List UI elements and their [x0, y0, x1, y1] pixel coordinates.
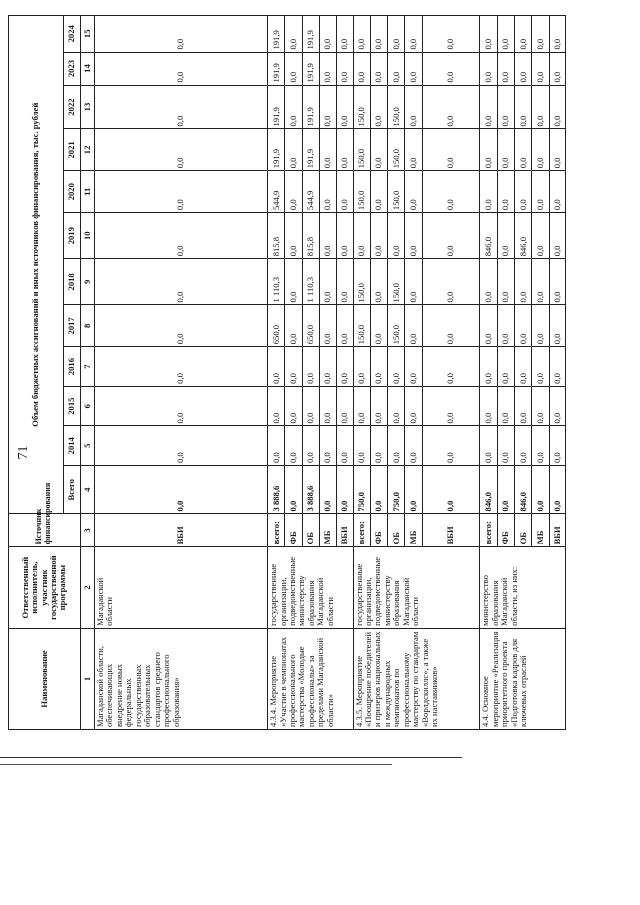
year-value: 0,0	[405, 85, 422, 129]
funding-total: 3 888,6	[268, 466, 285, 514]
year-value: 0,0	[94, 213, 267, 259]
funding-total: 750,0	[353, 466, 370, 514]
funding-source: ОБ	[515, 514, 532, 547]
year-value: 150,0	[388, 171, 405, 213]
year-value: 150,0	[353, 129, 370, 171]
year-value: 0,0	[549, 16, 565, 53]
year-value: 150,0	[353, 85, 370, 129]
year-value: 544,9	[302, 171, 319, 213]
header-source: Источник финансирования	[9, 514, 81, 547]
year-value: 0,0	[405, 213, 422, 259]
measure-name: 4.3.4. Мероприятие «Участие в чемпионатах профессионального мастерства «Молодые профессионалы» за пределами Магаданской области»	[268, 628, 353, 729]
header-year: 2017	[64, 305, 80, 347]
header-year: 2014	[64, 426, 80, 466]
column-number: 2	[80, 547, 94, 628]
year-value: 0,0	[480, 386, 497, 426]
year-value: 0,0	[497, 386, 514, 426]
year-value: 0,0	[370, 305, 387, 347]
year-value: 0,0	[353, 426, 370, 466]
column-number: 14	[80, 52, 94, 85]
year-value: 191,9	[268, 129, 285, 171]
year-value: 0,0	[532, 305, 549, 347]
year-value: 0,0	[94, 259, 267, 305]
funding-source: всего:	[480, 514, 497, 547]
header-funding: Объем бюджетных ассигнований и иных источников финансирования, тыс. рублей	[9, 16, 64, 514]
year-value: 0,0	[515, 259, 532, 305]
year-value: 0,0	[515, 426, 532, 466]
year-value: 0,0	[515, 129, 532, 171]
year-value: 0,0	[370, 171, 387, 213]
year-value: 544,9	[268, 171, 285, 213]
year-value: 0,0	[388, 213, 405, 259]
funding-total: 846,0	[515, 466, 532, 514]
measure-executor: министерство образования Магаданской области, из них:	[480, 547, 566, 628]
year-value: 0,0	[370, 16, 387, 53]
year-value: 0,0	[422, 259, 480, 305]
year-value: 0,0	[405, 16, 422, 53]
table-row	[480, 16, 497, 730]
year-value: 0,0	[285, 259, 302, 305]
year-value: 0,0	[405, 52, 422, 85]
year-value: 0,0	[320, 426, 337, 466]
year-value: 0,0	[94, 85, 267, 129]
year-value: 150,0	[353, 171, 370, 213]
header-year: 2021	[64, 129, 80, 171]
year-value: 0,0	[285, 52, 302, 85]
year-value: 0,0	[405, 386, 422, 426]
column-number: 5	[80, 426, 94, 466]
budget-table	[8, 15, 566, 730]
year-value: 0,0	[285, 16, 302, 53]
year-value: 0,0	[388, 52, 405, 85]
year-value: 0,0	[549, 52, 565, 85]
year-value: 0,0	[285, 347, 302, 387]
year-value: 0,0	[405, 259, 422, 305]
funding-source: ФБ	[285, 514, 302, 547]
year-value: 0,0	[337, 259, 353, 305]
year-value: 0,0	[497, 213, 514, 259]
header-row-1	[9, 16, 64, 730]
year-value: 0,0	[497, 129, 514, 171]
year-value: 650,0	[268, 305, 285, 347]
funding-source: всего:	[353, 514, 370, 547]
year-value: 0,0	[480, 129, 497, 171]
column-number-row	[80, 16, 94, 730]
measure-name: Магаданской области, обеспечивающих внедрение новых федеральных государственных образовательных стандартов среднего профессионального образования»	[94, 628, 267, 729]
year-value: 0,0	[320, 52, 337, 85]
year-value: 846,0	[480, 213, 497, 259]
year-value: 0,0	[422, 171, 480, 213]
year-value: 0,0	[337, 85, 353, 129]
year-value: 0,0	[268, 347, 285, 387]
year-value: 0,0	[337, 426, 353, 466]
year-value: 0,0	[532, 426, 549, 466]
year-value: 0,0	[532, 171, 549, 213]
year-value: 0,0	[370, 347, 387, 387]
year-value: 0,0	[480, 52, 497, 85]
year-value: 0,0	[422, 213, 480, 259]
year-value: 0,0	[94, 171, 267, 213]
year-value: 0,0	[515, 171, 532, 213]
year-value: 0,0	[532, 52, 549, 85]
table-row	[353, 16, 370, 730]
year-value: 0,0	[320, 347, 337, 387]
column-number: 1	[80, 628, 94, 729]
year-value: 0,0	[337, 213, 353, 259]
year-value: 846,0	[515, 213, 532, 259]
year-value: 0,0	[320, 305, 337, 347]
year-value: 0,0	[532, 259, 549, 305]
year-value: 0,0	[422, 16, 480, 53]
funding-total: 0,0	[497, 466, 514, 514]
year-value: 0,0	[515, 386, 532, 426]
column-number: 4	[80, 466, 94, 514]
funding-total: 0,0	[370, 466, 387, 514]
year-value: 0,0	[320, 386, 337, 426]
funding-total: 0,0	[549, 466, 565, 514]
year-value: 0,0	[405, 426, 422, 466]
year-value: 0,0	[320, 171, 337, 213]
year-value: 0,0	[388, 16, 405, 53]
year-value: 0,0	[405, 129, 422, 171]
funding-total: 846,0	[480, 466, 497, 514]
table-row	[268, 16, 285, 730]
column-number: 6	[80, 386, 94, 426]
funding-source: ОБ	[302, 514, 319, 547]
year-value: 0,0	[302, 347, 319, 387]
year-value: 0,0	[549, 259, 565, 305]
funding-total: 0,0	[532, 466, 549, 514]
column-number: 8	[80, 305, 94, 347]
year-value: 0,0	[320, 85, 337, 129]
funding-total: 0,0	[405, 466, 422, 514]
year-value: 0,0	[337, 129, 353, 171]
year-value: 0,0	[370, 213, 387, 259]
year-value: 0,0	[515, 85, 532, 129]
measure-name: 4.3.5. Мероприятие «Поощрение победителей и призеров национальных и международных чемпионатов по профессиональному мастерству по стандартам «Ворлдскиллс», а также их наставников»	[353, 628, 480, 729]
funding-source: ФБ	[497, 514, 514, 547]
column-number: 13	[80, 85, 94, 129]
column-number: 11	[80, 171, 94, 213]
page-number: 71	[16, 445, 31, 460]
year-value: 0,0	[480, 259, 497, 305]
funding-total: 0,0	[337, 466, 353, 514]
year-value: 191,9	[302, 85, 319, 129]
year-value: 150,0	[353, 259, 370, 305]
year-value: 0,0	[370, 426, 387, 466]
year-value: 0,0	[515, 305, 532, 347]
column-number: 9	[80, 259, 94, 305]
funding-source: МБ	[405, 514, 422, 547]
funding-total: 3 888,6	[302, 466, 319, 514]
year-value: 0,0	[422, 52, 480, 85]
year-value: 0,0	[94, 52, 267, 85]
year-value: 0,0	[480, 171, 497, 213]
year-value: 0,0	[515, 52, 532, 85]
funding-source: ФБ	[370, 514, 387, 547]
year-value: 191,9	[268, 52, 285, 85]
year-value: 0,0	[337, 386, 353, 426]
year-value: 0,0	[497, 16, 514, 53]
year-value: 0,0	[480, 85, 497, 129]
year-value: 0,0	[94, 386, 267, 426]
budget-table-wrapper	[8, 15, 566, 730]
year-value: 0,0	[320, 213, 337, 259]
year-value: 0,0	[405, 171, 422, 213]
funding-source: ВБИ	[549, 514, 565, 547]
year-value: 0,0	[549, 171, 565, 213]
header-name: Наименование	[9, 628, 81, 729]
year-value: 0,0	[370, 259, 387, 305]
year-value: 0,0	[532, 85, 549, 129]
year-value: 815,8	[302, 213, 319, 259]
funding-total: 0,0	[285, 466, 302, 514]
year-value: 0,0	[353, 386, 370, 426]
funding-source: ОБ	[388, 514, 405, 547]
header-year: 2020	[64, 171, 80, 213]
year-value: 0,0	[285, 129, 302, 171]
header-year: 2023	[64, 52, 80, 85]
year-value: 0,0	[94, 426, 267, 466]
year-value: 0,0	[285, 213, 302, 259]
year-value: 0,0	[94, 305, 267, 347]
year-value: 150,0	[388, 129, 405, 171]
year-value: 0,0	[422, 305, 480, 347]
header-year: 2015	[64, 386, 80, 426]
year-value: 0,0	[285, 386, 302, 426]
year-value: 0,0	[532, 386, 549, 426]
funding-total: 0,0	[422, 466, 480, 514]
measure-executor: государственные организации, подведомственные министерству образования Магаданской области	[268, 547, 353, 628]
funding-source: МБ	[532, 514, 549, 547]
year-value: 0,0	[532, 16, 549, 53]
year-value: 0,0	[337, 171, 353, 213]
year-value: 0,0	[549, 305, 565, 347]
year-value: 0,0	[285, 305, 302, 347]
column-number: 15	[80, 16, 94, 53]
year-value: 0,0	[549, 213, 565, 259]
year-value: 1 110,3	[268, 259, 285, 305]
year-value: 0,0	[497, 347, 514, 387]
year-value: 0,0	[337, 347, 353, 387]
year-value: 0,0	[549, 129, 565, 171]
year-value: 150,0	[353, 305, 370, 347]
year-value: 0,0	[497, 171, 514, 213]
year-value: 0,0	[480, 426, 497, 466]
year-value: 0,0	[480, 347, 497, 387]
funding-total: 0,0	[320, 466, 337, 514]
year-value: 191,9	[268, 16, 285, 53]
funding-total: 750,0	[388, 466, 405, 514]
year-value: 0,0	[285, 85, 302, 129]
year-value: 0,0	[94, 16, 267, 53]
measure-name: 4.4. Основное мероприятие «Реализация приоритетного проекта «Подготовка кадров для ключевых отраслей	[480, 628, 566, 729]
year-value: 0,0	[320, 16, 337, 53]
year-value: 0,0	[405, 347, 422, 387]
year-value: 0,0	[353, 347, 370, 387]
year-value: 0,0	[497, 52, 514, 85]
year-value: 0,0	[497, 259, 514, 305]
year-value: 191,9	[268, 85, 285, 129]
funding-total: 0,0	[94, 466, 267, 514]
year-value: 0,0	[268, 386, 285, 426]
year-value: 0,0	[320, 259, 337, 305]
year-value: 815,8	[268, 213, 285, 259]
year-value: 0,0	[422, 85, 480, 129]
funding-source: ВБИ	[337, 514, 353, 547]
year-value: 0,0	[388, 426, 405, 466]
horizontal-rule	[0, 757, 462, 758]
table-row	[94, 16, 267, 730]
year-value: 0,0	[515, 347, 532, 387]
header-year: 2016	[64, 347, 80, 387]
year-value: 0,0	[549, 85, 565, 129]
year-value: 0,0	[549, 426, 565, 466]
year-value: 0,0	[388, 386, 405, 426]
year-value: 0,0	[370, 129, 387, 171]
header-year: 2018	[64, 259, 80, 305]
year-value: 191,9	[302, 52, 319, 85]
year-value: 0,0	[320, 129, 337, 171]
year-value: 191,9	[302, 129, 319, 171]
horizontal-rule-short	[0, 764, 392, 765]
year-value: 0,0	[422, 347, 480, 387]
year-value: 191,9	[302, 16, 319, 53]
year-value: 0,0	[532, 129, 549, 171]
year-value: 0,0	[285, 426, 302, 466]
year-value: 150,0	[388, 85, 405, 129]
header-executor: Ответственный исполнитель, участник государственной программы	[9, 547, 81, 628]
year-value: 0,0	[532, 347, 549, 387]
year-value: 0,0	[370, 85, 387, 129]
funding-source: ВБИ	[94, 514, 267, 547]
year-value: 0,0	[337, 305, 353, 347]
funding-source: МБ	[320, 514, 337, 547]
year-value: 650,0	[302, 305, 319, 347]
year-value: 0,0	[370, 52, 387, 85]
funding-source: ВБИ	[422, 514, 480, 547]
measure-executor: государственные организации, подведомственные министерству образования Магаданской области	[353, 547, 480, 628]
year-value: 0,0	[353, 52, 370, 85]
funding-source: всего:	[268, 514, 285, 547]
year-value: 0,0	[302, 386, 319, 426]
year-value: 0,0	[353, 213, 370, 259]
year-value: 0,0	[370, 386, 387, 426]
year-value: 1 110,3	[302, 259, 319, 305]
year-value: 0,0	[497, 426, 514, 466]
column-number: 10	[80, 213, 94, 259]
year-value: 0,0	[422, 426, 480, 466]
year-value: 0,0	[422, 129, 480, 171]
year-value: 0,0	[94, 347, 267, 387]
year-value: 0,0	[480, 16, 497, 53]
year-value: 0,0	[549, 347, 565, 387]
year-value: 0,0	[353, 16, 370, 53]
year-value: 0,0	[302, 426, 319, 466]
year-value: 0,0	[532, 213, 549, 259]
year-value: 0,0	[497, 305, 514, 347]
column-number: 3	[80, 514, 94, 547]
year-value: 0,0	[405, 305, 422, 347]
year-value: 150,0	[388, 305, 405, 347]
column-number: 12	[80, 129, 94, 171]
year-value: 0,0	[422, 386, 480, 426]
header-total: Всего	[64, 466, 80, 514]
year-value: 150,0	[388, 259, 405, 305]
year-value: 0,0	[337, 16, 353, 53]
year-value: 0,0	[480, 305, 497, 347]
measure-executor: Магаданской области	[94, 547, 267, 628]
year-value: 0,0	[549, 386, 565, 426]
year-value: 0,0	[94, 129, 267, 171]
year-value: 0,0	[497, 85, 514, 129]
header-year: 2019	[64, 213, 80, 259]
year-value: 0,0	[388, 347, 405, 387]
column-number: 7	[80, 347, 94, 387]
year-value: 0,0	[268, 426, 285, 466]
year-value: 0,0	[285, 171, 302, 213]
year-value: 0,0	[337, 52, 353, 85]
year-value: 0,0	[515, 16, 532, 53]
header-year: 2022	[64, 85, 80, 129]
header-year: 2024	[64, 16, 80, 53]
